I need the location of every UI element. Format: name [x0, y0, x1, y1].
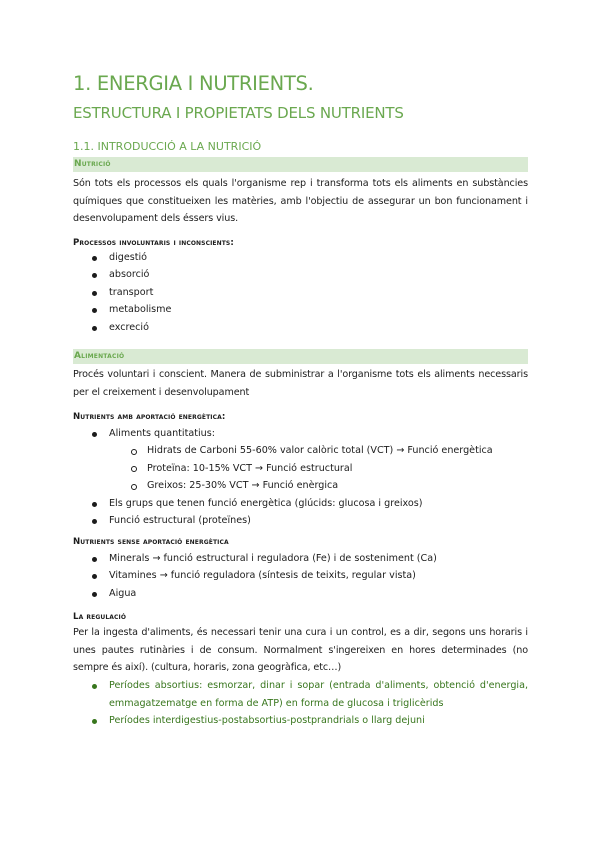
alimentacio-heading: Alimentació [73, 349, 528, 364]
hollow-bullet-icon [131, 466, 137, 472]
bullet-icon [92, 256, 97, 261]
bullet-icon [92, 519, 97, 524]
hollow-bullet-icon [131, 484, 137, 490]
processes-heading: Processos involuntaris i inconscients: [73, 238, 234, 248]
regulacio-list [73, 677, 528, 730]
list-item: Períodes absortius: esmorzar, dinar i sopar (entrada d'aliments, obtenció d'energia, emmagatzematge en forma de ATP) en forma de glucosa i triglicèrids [73, 677, 528, 712]
nutricio-heading: Nutrició [73, 157, 528, 172]
bullet-icon [92, 502, 97, 507]
page-subtitle: ESTRUCTURA I PROPIETATS DELS NUTRIENTS [73, 104, 404, 122]
nutricio-text: Són tots els processos els quals l'organisme rep i transforma tots els aliments en substàncies químiques que constitueixen les matèries, amb l'objectiu de assegurar un bon funcionament i desenvolupament dels éssers vius. [73, 178, 528, 225]
list-item: Períodes interdigestius-postabsortius-postprandrials o llarg dejuni [73, 712, 528, 729]
bullet-icon [92, 308, 97, 313]
bullet-icon [92, 273, 97, 278]
bullet-icon [92, 557, 97, 562]
bullet-icon [92, 574, 97, 579]
alimentacio-text: Procés voluntari i conscient. Manera de subministrar a l'organisme tots els aliments necessaris per el creixement i desenvolupament [73, 369, 528, 398]
bullet-icon [92, 684, 97, 689]
bullet-icon [92, 592, 97, 597]
bullet-icon [92, 719, 97, 724]
energy-heading: Nutrients amb aportació energètica: [73, 412, 226, 422]
bullet-icon [92, 326, 97, 331]
regulacio-heading: La regulació [73, 612, 127, 622]
bullet-icon [92, 432, 97, 437]
regulacio-text: Per la ingesta d'aliments, és necessari tenir una cura i un control, es a dir, segons uns horaris i unes pautes rutinàries i de consum. Normalment s'ingereixen en hores determinades (no sempre és així). (cultura, horaris, zona geogràfica, etc…) [73, 627, 528, 674]
page-title: 1. ENERGIA I NUTRIENTS. [73, 72, 314, 95]
bullet-icon [92, 291, 97, 296]
non-energy-heading: Nutrients sense aportació energètica [73, 537, 229, 547]
hollow-bullet-icon [131, 449, 137, 455]
section-heading: 1.1. INTRODUCCIÓ A LA NUTRICIÓ [73, 140, 262, 153]
